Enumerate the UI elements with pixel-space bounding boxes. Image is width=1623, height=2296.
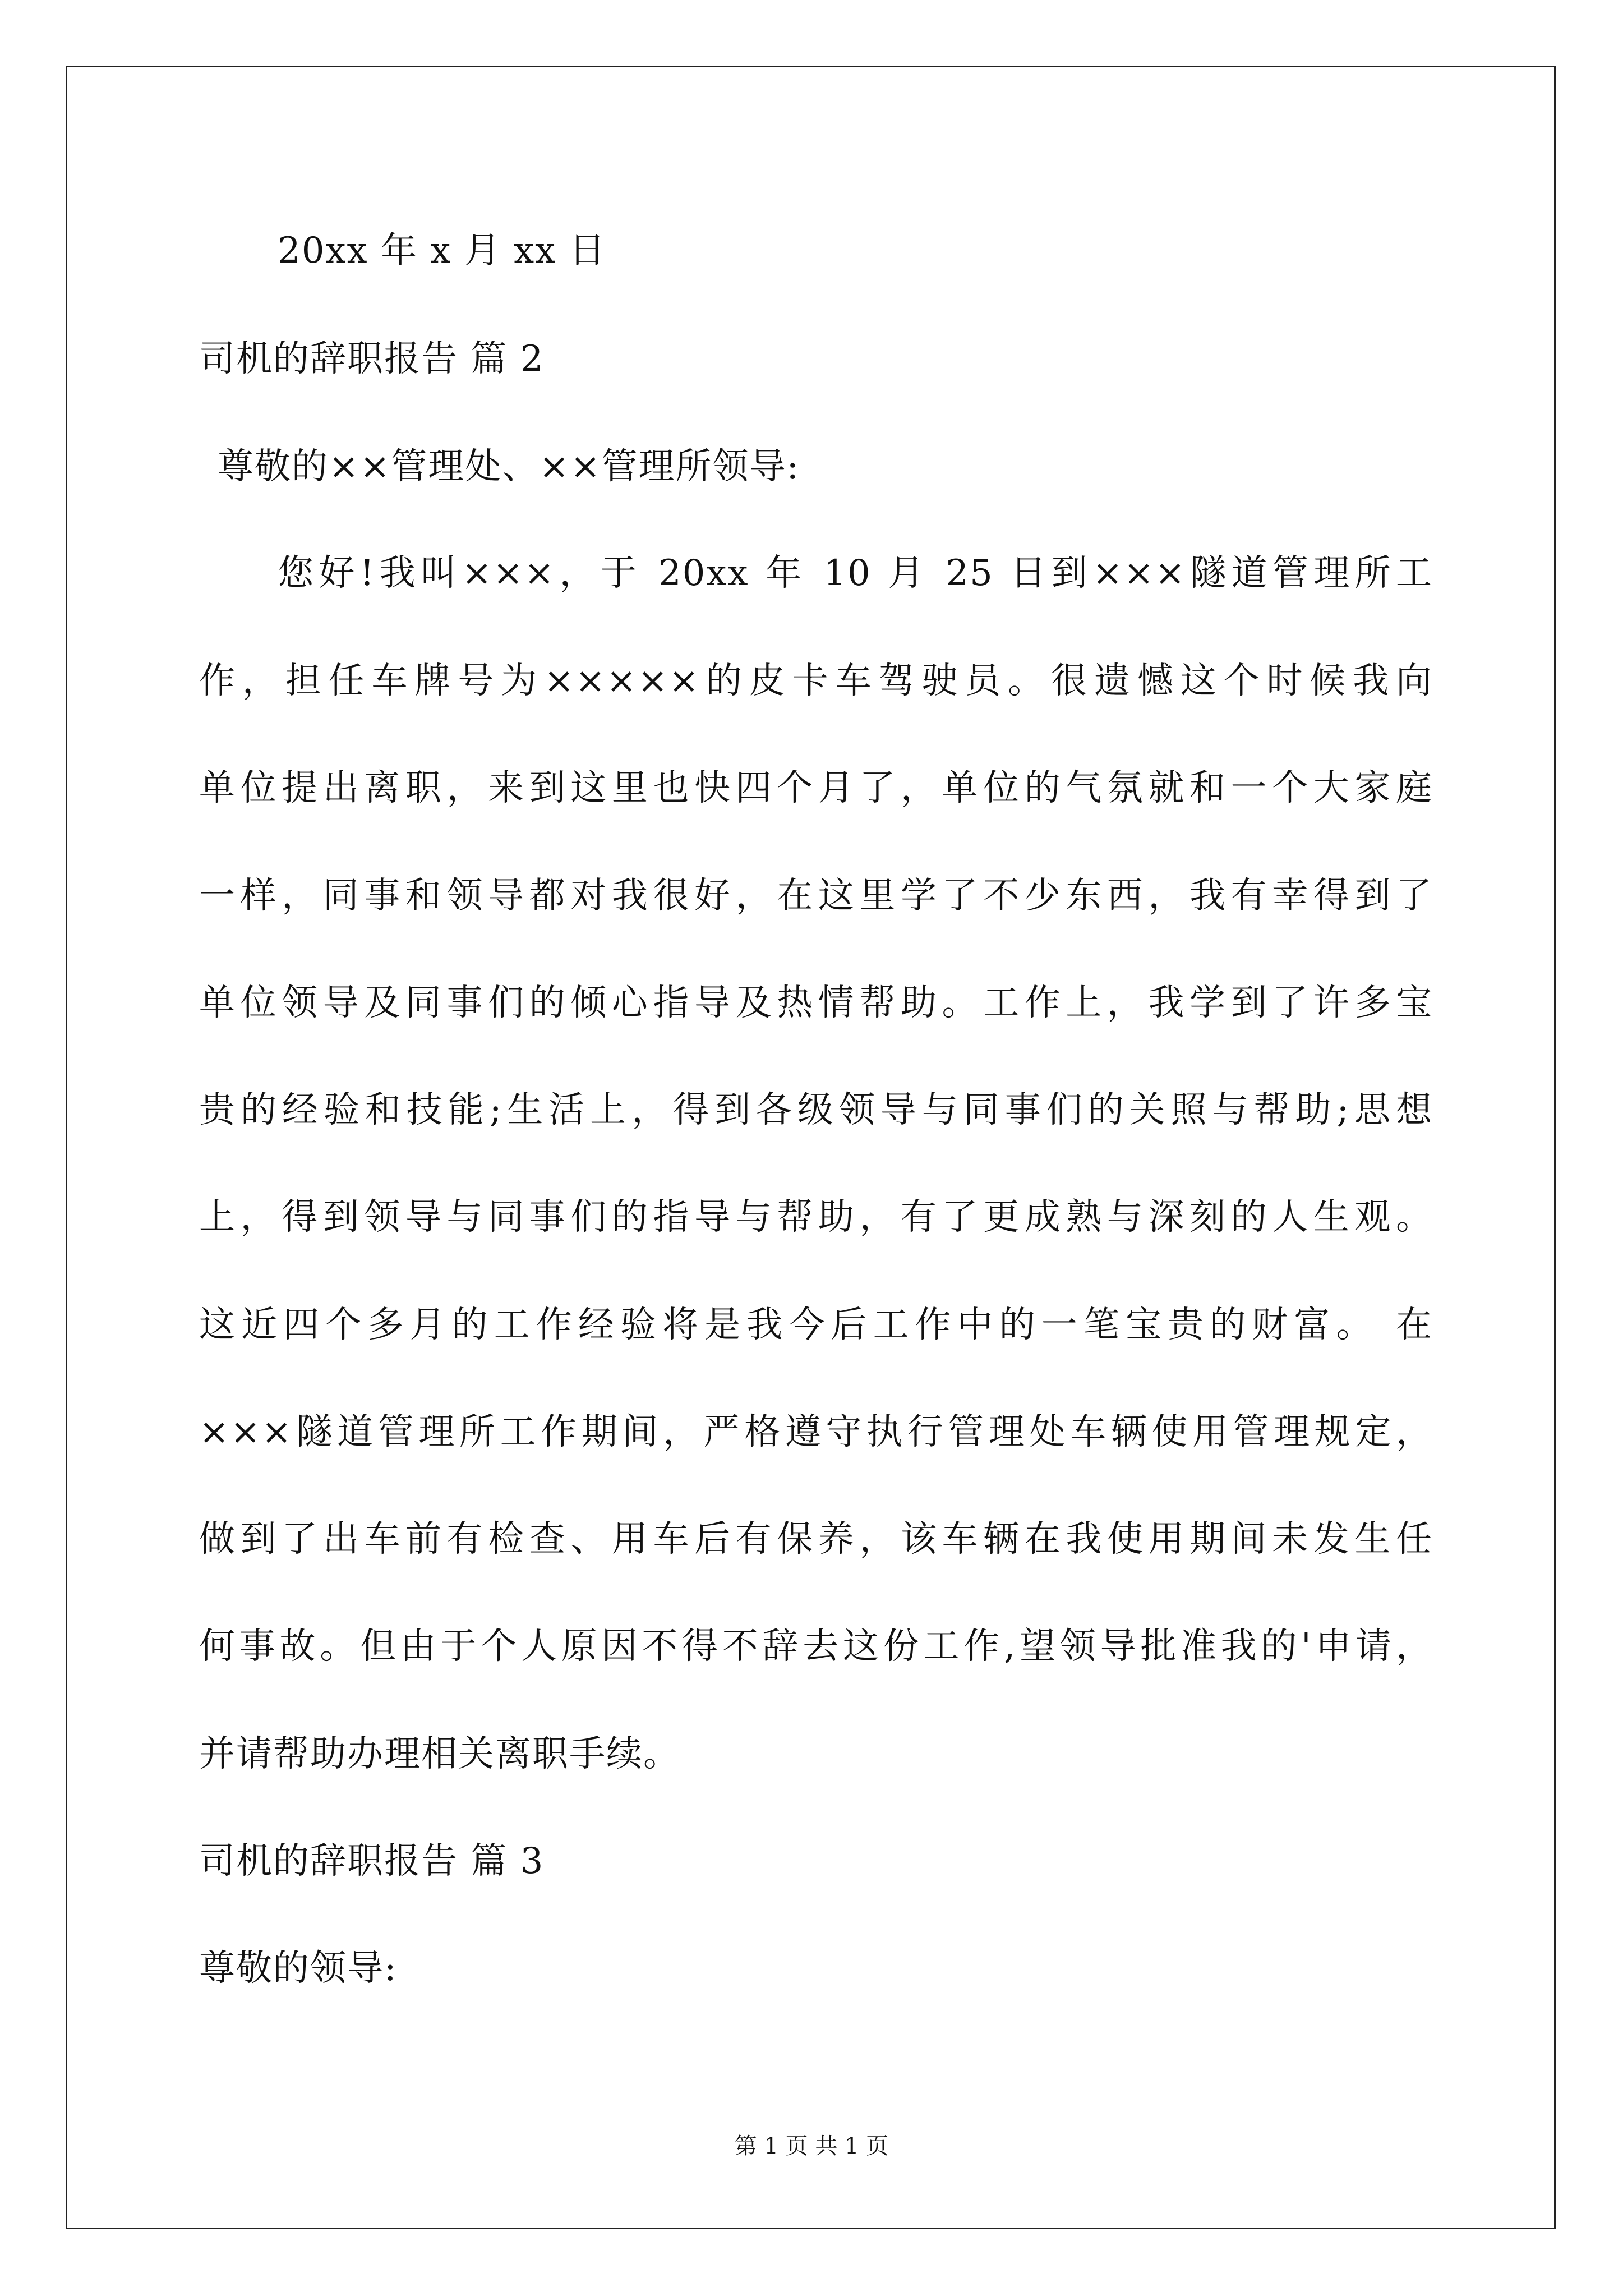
greeting-section-3: 尊敬的领导:	[199, 1948, 398, 1989]
section-3-title: 司机的辞职报告 篇 3	[199, 1841, 545, 1882]
body-line-12: 并请帮助办理相关离职手续。	[199, 1733, 680, 1775]
page-border	[66, 66, 1556, 2229]
body-line-9: ×××隧道管理所工作期间，严格遵守执行管理处车辆使用管理规定，	[199, 1411, 1433, 1453]
body-line-6: 贵的经验和技能;生活上，得到各级领导与同事们的关照与帮助;思想	[199, 1089, 1433, 1131]
body-line-5: 单位领导及同事们的倾心指导及热情帮助。工作上，我学到了许多宝	[199, 982, 1433, 1024]
body-line-1: 您好!我叫×××，于 20xx 年 10 月 25 日到×××隧道管理所工	[278, 553, 1433, 594]
date-line: 20xx 年 x 月 xx 日	[278, 230, 606, 272]
body-line-11: 何事故。但由于个人原因不得不辞去这份工作,望领导批准我的'申请，	[199, 1626, 1433, 1667]
greeting-section-2: 尊敬的××管理处、××管理所领导:	[218, 446, 800, 487]
body-line-4: 一样，同事和领导都对我很好，在这里学了不少东西，我有幸得到了	[199, 875, 1433, 917]
body-line-7: 上，得到领导与同事们的指导与帮助，有了更成熟与深刻的人生观。	[199, 1197, 1433, 1238]
section-2-title: 司机的辞职报告 篇 2	[199, 338, 545, 380]
page-footer: 第 1 页 共 1 页	[734, 2133, 889, 2159]
body-line-10: 做到了出车前有检查、用车后有保养，该车辆在我使用期间未发生任	[199, 1519, 1433, 1560]
body-line-8: 这近四个多月的工作经验将是我今后工作中的一笔宝贵的财富。 在	[199, 1304, 1433, 1346]
body-line-3: 单位提出离职，来到这里也快四个月了，单位的气氛就和一个大家庭	[199, 767, 1433, 809]
body-line-2: 作，担任车牌号为×××××的皮卡车驾驶员。很遗憾这个时候我向	[199, 660, 1433, 702]
